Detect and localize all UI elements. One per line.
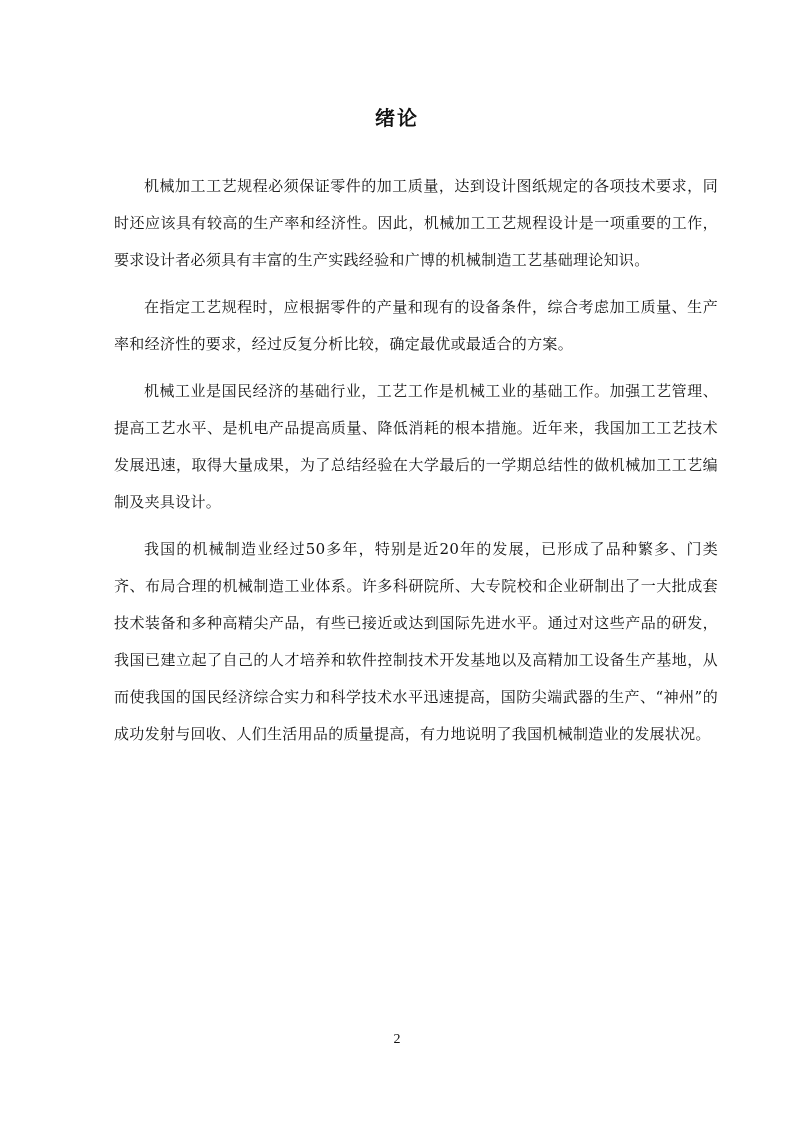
paragraph-4: 我国的机械制造业经过50多年，特别是近20年的发展，已形成了品种繁多、门类齐、布局合理的机械制造工业体系。许多科研院所、大专院校和企业研制出了一大批成套技术装备和多种高精尖产品，有些已接近或达到国际先进水平。通过对这些产品的研发，我国已建立起了自己的人才培养和软件控制技术开发基地以及高精加工设备生产基地，从而使我国的国民经济综合实力和科学技术水平迅速提高，国防尖端武器的生产、“神州”的成功发射与回收、人们生活用品的质量提高，有力地说明了我国机械制造业的发展状况。 (114, 540, 718, 743)
paragraph-2: 在指定工艺规程时，应根据零件的产量和现有的设备条件，综合考虑加工质量、生产率和经济性的要求，经过反复分析比较，确定最优或最适合的方案。 (114, 298, 718, 353)
paragraph-3: 机械工业是国民经济的基础行业，工艺工作是机械工业的基础工作。加强工艺管理、提高工艺水平、是机电产品提高质量、降低消耗的根本措施。近年来，我国加工工艺技术发展迅速，取得大量成果，为了总结经验在大学最后的一学期总结性的做机械加工工艺编制及夹具设计。 (114, 382, 718, 511)
document-body (114, 168, 718, 763)
page-number: 2 (393, 1032, 401, 1047)
paragraph-1: 机械加工工艺规程必须保证零件的加工质量，达到设计图纸规定的各项技术要求，同时还应该具有较高的生产率和经济性。因此，机械加工工艺规程设计是一项重要的工作，要求设计者必须具有丰富的生产实践经验和广博的机械制造工艺基础理论知识。 (114, 177, 718, 269)
page-title: 绪论 (375, 106, 419, 130)
